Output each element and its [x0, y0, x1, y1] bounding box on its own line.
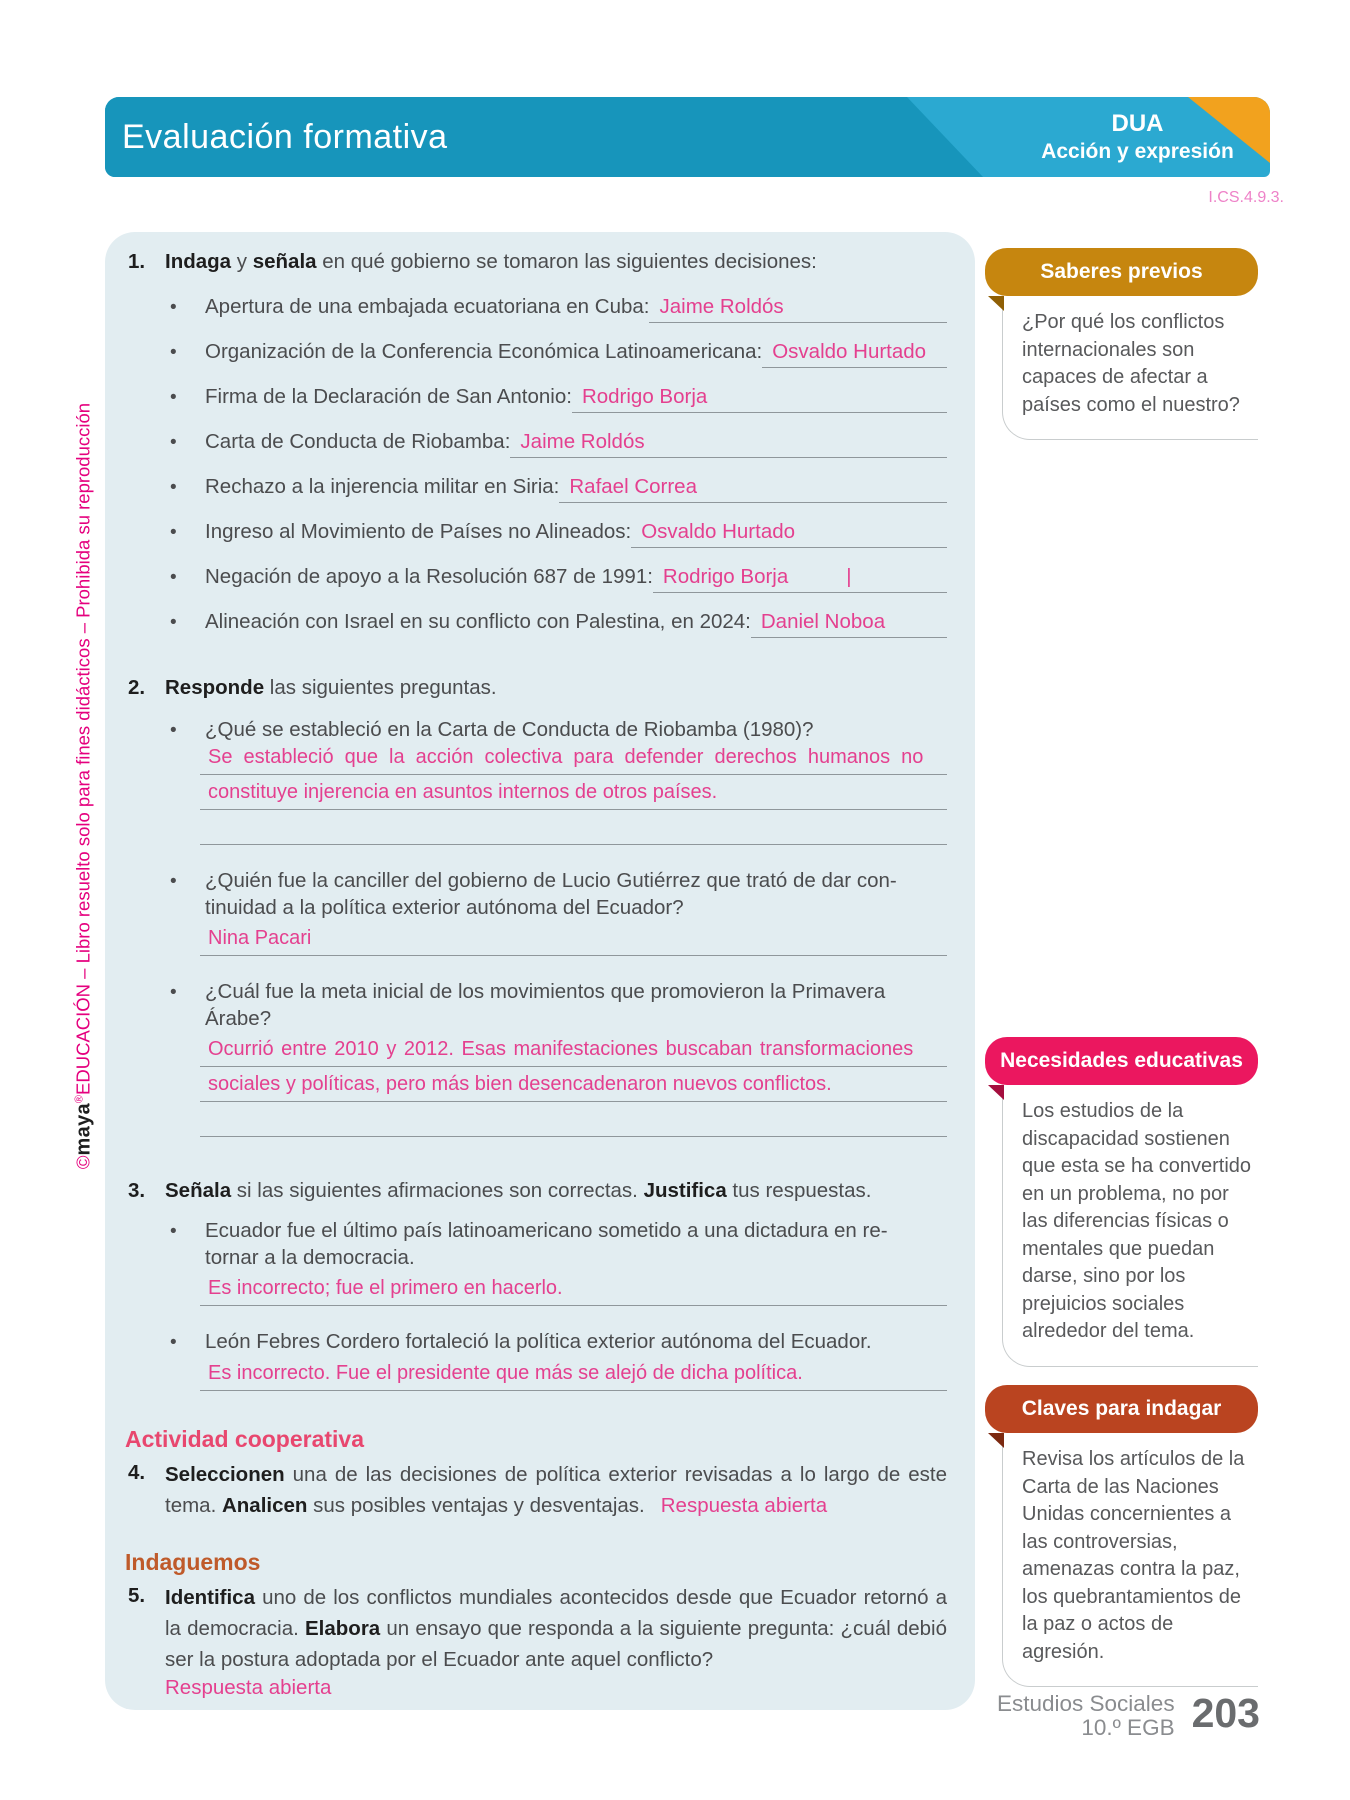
grade-label: 10.º EGB — [1081, 1715, 1175, 1740]
handwritten-answer: Se estableció que la acción colectiva para defender derechos humanos no — [208, 746, 924, 768]
bullet-icon: • — [170, 297, 177, 318]
fill-in-item — [128, 518, 947, 548]
answer-line — [200, 1271, 947, 1306]
callout-text: ¿Por qué los conflictos internacionales son capaces de afectar a países como el nuestro? — [1022, 311, 1240, 416]
fill-in-item — [128, 428, 947, 458]
bullet-icon: • — [170, 522, 177, 543]
claves-para-indagar-box — [985, 1385, 1258, 1687]
bullet-icon: • — [170, 432, 177, 453]
sub-question — [128, 716, 947, 744]
bullet-icon: • — [170, 1332, 177, 1353]
handwritten-answer: Osvaldo Hurtado — [772, 340, 927, 363]
handwritten-answer: Jaime Roldós — [520, 430, 645, 453]
fill-in-item — [128, 293, 947, 323]
answer-line — [200, 1067, 947, 1102]
item-label: Firma de la Declaración de San Antonio: — [205, 385, 572, 408]
answer-line — [200, 775, 947, 810]
open-answer-note: Respuesta abierta — [660, 1494, 828, 1517]
question-1 — [128, 248, 947, 275]
dua-label-block — [990, 97, 1270, 177]
bullet-icon: • — [170, 720, 177, 741]
bullet-icon: • — [170, 387, 177, 408]
item-label: Negación de apoyo a la Resolución 687 de 1991: — [205, 565, 653, 588]
page-title: Evaluación formativa — [122, 117, 448, 156]
answer-line — [200, 810, 947, 845]
callout-header — [985, 1385, 1258, 1433]
question-2 — [128, 674, 947, 701]
answer-line — [200, 740, 947, 775]
necesidades-educativas-box — [985, 1037, 1258, 1367]
dua-title: DUA — [1111, 110, 1164, 137]
handwritten-answer: Es incorrecto; fue el primero en hacerlo. — [208, 1277, 563, 1299]
fill-in-item — [128, 383, 947, 413]
handwritten-answer: Es incorrecto. Fue el presidente que más se alejó de dicha política. — [208, 1362, 803, 1384]
curriculum-standard-code: I.CS.4.9.3. — [1208, 189, 1284, 206]
callout-header — [985, 248, 1258, 296]
answer-line — [200, 921, 947, 956]
answer-line — [572, 383, 947, 413]
callout-body — [1002, 296, 1258, 440]
page-footer — [850, 1692, 1260, 1740]
callout-text: Los estudios de la discapacidad sostienen que esta se ha convertido en un problema, no por las diferencias físicas o mentales que puedan darse, sino por los prejuicios sociales alrededor del tema. — [1022, 1100, 1252, 1342]
statement-text: León Febres Cordero fortaleció la política exterior autónoma del Ecuador. — [205, 1330, 872, 1353]
fill-in-item — [128, 473, 947, 503]
question-number: 5. — [128, 1584, 146, 1607]
question-text: Señala si las siguientes afirmaciones son correctas. Justifica tus respuestas. — [165, 1179, 872, 1202]
watermark-text: EDUCACIÓN – Libro resuelto solo para fines didácticos – Prohibida su reproducción — [72, 402, 94, 1095]
question-number: 2. — [128, 676, 146, 699]
callout-title: Claves para indagar — [1021, 1397, 1222, 1420]
question-number: 1. — [128, 250, 146, 273]
question-4 — [128, 1459, 947, 1521]
handwritten-answer: Ocurrió entre 2010 y 2012. Esas manifestaciones buscaban transformaciones — [208, 1038, 914, 1060]
section-heading-cooperative: Actividad cooperativa — [125, 1426, 365, 1452]
bullet-icon: • — [170, 871, 177, 892]
sub-question-text: ¿Cuál fue la meta inicial de los movimientos que promovieron la Primavera Árabe? — [205, 980, 886, 1030]
exercise-panel — [105, 232, 975, 1710]
bullet-icon: • — [170, 982, 177, 1003]
section-heading-inquiry: Indaguemos — [125, 1549, 261, 1575]
sub-question-text: ¿Quién fue la canciller del gobierno de Lucio Gutiérrez que trató de dar con- tinuidad a la política exterior autónoma del Ecuador? — [205, 869, 897, 919]
handwritten-answer: Nina Pacari — [208, 927, 312, 949]
callout-text: Revisa los artículos de la Carta de las Naciones Unidas concernientes a las controversias, amenazas contra la paz, los quebrantamientos de la paz o actos de agresión. — [1022, 1448, 1245, 1663]
registered-symbol: ® — [73, 1094, 86, 1104]
question-number: 4. — [128, 1461, 146, 1484]
item-label: Alineación con Israel en su conflicto con Palestina, en 2024: — [205, 610, 751, 633]
item-label: Organización de la Conferencia Económica Latinoamericana: — [205, 340, 763, 363]
question-text: Responde las siguientes preguntas. — [165, 676, 497, 699]
fill-in-item — [128, 338, 947, 368]
sub-question — [128, 978, 947, 1032]
answer-line — [510, 428, 947, 458]
answer-line — [649, 293, 947, 323]
book-subject-grade — [997, 1692, 1175, 1740]
copyright-symbol: © — [72, 1155, 94, 1170]
callout-title: Saberes previos — [1040, 260, 1203, 283]
bullet-icon: • — [170, 567, 177, 588]
fill-in-item — [128, 563, 947, 593]
brand-name: maya — [72, 1103, 95, 1156]
question-5 — [128, 1582, 947, 1700]
question-text: Identifica uno de los conflictos mundiales acontecidos desde que Ecuador retornó a la democracia. Elabora un ensayo que responda a la siguiente pregunta: ¿cuál debió ser la postura adoptada por el Ecuador ante aquel conflicto? Respuesta abierta — [165, 1586, 947, 1699]
bullet-icon: • — [170, 612, 177, 633]
handwritten-answer: Daniel Noboa — [760, 610, 886, 633]
callout-body — [1002, 1085, 1258, 1367]
dua-subtitle: Acción y expresión — [1041, 140, 1234, 163]
handwritten-answer: Jaime Roldós — [659, 295, 784, 318]
callout-title: Necesidades educativas — [1000, 1049, 1243, 1072]
item-label: Ingreso al Movimiento de Países no Alineados: — [205, 520, 632, 543]
sub-question-text: ¿Qué se estableció en la Carta de Conducta de Riobamba (1980)? — [205, 718, 814, 741]
handwritten-answer: constituye injerencia en asuntos internos de otros países. — [208, 781, 718, 803]
statement — [128, 1328, 947, 1356]
bullet-icon: • — [170, 1221, 177, 1242]
fill-in-item — [128, 608, 947, 638]
open-answer-note: Respuesta abierta — [165, 1676, 332, 1699]
answer-line — [653, 563, 947, 593]
answer-line — [762, 338, 947, 368]
answer-line — [751, 608, 947, 638]
handwritten-answer: Rodrigo Borja — [662, 565, 789, 588]
item-label: Rechazo a la injerencia militar en Siria: — [205, 475, 560, 498]
handwritten-answer: sociales y políticas, pero más bien desencadenaron nuevos conflictos. — [208, 1073, 832, 1095]
handwritten-answer: Osvaldo Hurtado — [641, 520, 796, 543]
statement-text: Ecuador fue el último país latinoamericano sometido a una dictadura en re- tornar a la democracia. — [205, 1219, 888, 1269]
handwritten-answer: Rodrigo Borja — [581, 385, 708, 408]
page-banner — [105, 97, 1270, 177]
answer-line — [200, 1356, 947, 1391]
stray-pen-mark: | — [846, 565, 852, 588]
sub-question — [128, 867, 947, 921]
answer-line — [200, 1102, 947, 1137]
question-number: 3. — [128, 1179, 146, 1202]
copyright-watermark — [73, 403, 96, 1169]
callout-body — [1002, 1433, 1258, 1687]
answer-line — [631, 518, 947, 548]
item-label: Carta de Conducta de Riobamba: — [205, 430, 511, 453]
statement — [128, 1217, 947, 1271]
answer-line — [559, 473, 947, 503]
item-label: Apertura de una embajada ecuatoriana en Cuba: — [205, 295, 650, 318]
bullet-icon: • — [170, 342, 177, 363]
subject-label: Estudios Sociales — [996, 1691, 1175, 1716]
callout-header — [985, 1037, 1258, 1085]
question-1-items — [128, 293, 947, 638]
question-text: Indaga y señala en qué gobierno se tomaron las siguientes decisiones: — [165, 250, 817, 273]
bullet-icon: • — [170, 477, 177, 498]
question-3 — [128, 1177, 947, 1204]
question-text: Seleccionen una de las decisiones de política exterior revisadas a lo largo de este tema. Analicen sus posibles ventajas y desventajas. Respuesta abierta — [165, 1463, 947, 1517]
saberes-previos-box — [985, 248, 1258, 440]
handwritten-answer: Rafael Correa — [569, 475, 697, 498]
answer-line — [200, 1032, 947, 1067]
page-number: 203 — [1191, 1690, 1260, 1736]
